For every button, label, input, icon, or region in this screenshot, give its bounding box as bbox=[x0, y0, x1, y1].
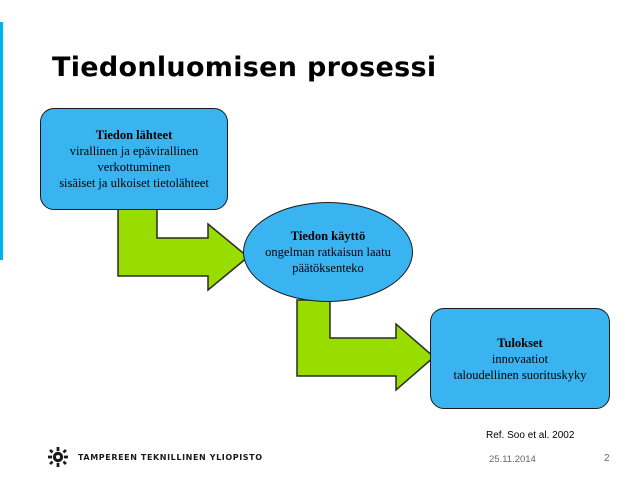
university-name: TAMPEREEN TEKNILLINEN YLIOPISTO bbox=[78, 452, 263, 462]
source-line: sisäiset ja ulkoiset tietolähteet bbox=[59, 176, 209, 190]
use-ellipse bbox=[243, 202, 413, 302]
source-line: virallinen ja epävirallinen bbox=[69, 144, 199, 158]
use-title: Tiedon käyttö bbox=[290, 229, 366, 243]
use-line: ongelman ratkaisun laatu bbox=[265, 245, 391, 259]
results-box bbox=[430, 308, 610, 409]
use-line: päätöksenteko bbox=[292, 261, 364, 275]
results-line: innovaatiot bbox=[491, 351, 549, 366]
results-title: Tulokset bbox=[497, 335, 543, 350]
arrow-source-to-use bbox=[118, 208, 248, 290]
source-line: verkottuminen bbox=[97, 160, 171, 174]
page-number: 2 bbox=[604, 453, 610, 464]
reference-note: Ref. Soo et al. 2002 bbox=[486, 430, 575, 441]
slide-title: Tiedonluomisen prosessi bbox=[52, 52, 437, 83]
arrow-use-to-results bbox=[297, 300, 434, 390]
university-logo bbox=[47, 446, 263, 468]
slide-date: 25.11.2014 bbox=[489, 454, 536, 465]
source-title: Tiedon lähteet bbox=[95, 128, 173, 142]
source-box bbox=[40, 108, 228, 210]
gear-logo-icon bbox=[47, 446, 73, 468]
results-line: taloudellinen suorituskyky bbox=[453, 367, 587, 382]
